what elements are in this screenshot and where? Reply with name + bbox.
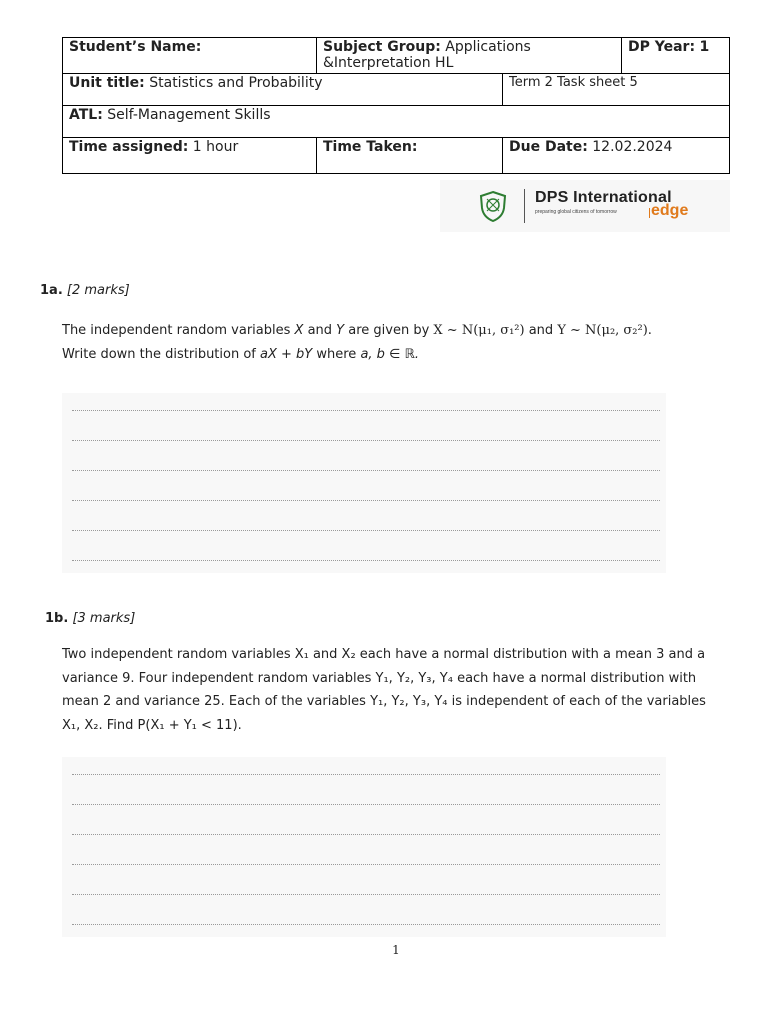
answer-line: [72, 530, 660, 531]
time-taken-cell: [317, 138, 503, 174]
time-taken-label: Time Taken:: [323, 139, 418, 155]
answer-line: [72, 440, 660, 441]
question-1b-text: Two independent random variables X₁ and X₂ each have a normal distribution with a mean 3 and a variance 9. Four independent random variables Y₁, Y₂, Y₃, Y₄ each have a normal distribution with mean 2 and variance 25. Each of the variables Y₁, Y₂, Y₃, Y₄ is independent of each of the variables X₁, X₂. Find P(X₁ + Y₁ < 11).: [62, 647, 706, 733]
answer-lines-1b[interactable]: [62, 757, 666, 937]
q1a-text-part: where: [312, 346, 361, 362]
logo-edge: edge: [651, 202, 689, 219]
q1a-domain: a, b ∈ ℝ.: [360, 346, 419, 362]
unit-title-value: Statistics and Probability: [149, 75, 323, 91]
answer-line: [72, 500, 660, 501]
subject-group-label: Subject Group:: [323, 39, 441, 55]
q1a-text-part: The independent random variables: [62, 323, 295, 338]
q1a-text-part: Write down the distribution of: [62, 346, 261, 362]
school-logo: [440, 180, 730, 232]
answer-line: [72, 834, 660, 835]
answer-line: [72, 924, 660, 925]
question-number: 1a.: [40, 283, 63, 298]
atl-label: ATL:: [69, 107, 103, 123]
due-date-value: 12.02.2024: [592, 139, 673, 155]
logo-brand: DPS International: [535, 189, 672, 206]
q1a-text-part: are given by: [344, 323, 434, 338]
logo-tagline: preparing global citizens of tomorrow: [535, 209, 617, 215]
student-name-cell: [63, 38, 317, 74]
answer-line: [72, 470, 660, 471]
page-number: 1: [392, 943, 400, 957]
due-date-cell: [503, 138, 730, 174]
q1a-var-x: X: [294, 323, 304, 338]
dp-year-value: 1: [699, 39, 710, 55]
task-sheet-label: Term 2 Task sheet 5: [509, 75, 638, 90]
question-marks: [3 marks]: [72, 611, 136, 626]
answer-line: [72, 560, 660, 561]
dp-year-label: DP Year:: [628, 39, 696, 55]
question-1a-text: [62, 319, 722, 366]
atl-value: Self-Management Skills: [107, 107, 271, 123]
time-assigned-label: Time assigned:: [69, 139, 189, 155]
logo-divider: [524, 189, 525, 223]
answer-line: [72, 894, 660, 895]
unit-title-label: Unit title:: [69, 75, 145, 91]
q1a-text-part: and: [524, 323, 558, 338]
answer-lines-1a[interactable]: [62, 393, 666, 573]
question-marks: [2 marks]: [66, 283, 130, 298]
task-sheet-cell: [503, 74, 730, 106]
unit-title-cell: [63, 74, 503, 106]
answer-line: [72, 864, 660, 865]
q1a-text-part: and: [303, 323, 337, 338]
question-1a-heading: [40, 283, 130, 298]
time-assigned-value: 1 hour: [192, 139, 239, 155]
due-date-label: Due Date:: [509, 139, 588, 155]
logo-accent-bar: [649, 208, 650, 218]
atl-cell: [63, 106, 730, 138]
answer-line: [72, 774, 660, 775]
q1a-dist-x: X ~ N(μ₁, σ₁²): [433, 323, 525, 338]
crest-icon: [478, 190, 508, 222]
q1a-dist-y: Y ~ N(μ₂, σ₂²).: [557, 323, 652, 338]
answer-line: [72, 804, 660, 805]
answer-line: [72, 410, 660, 411]
q1a-expression: aX + bY: [260, 346, 313, 362]
q1a-var-y: Y: [336, 323, 345, 338]
dp-year-cell: [622, 38, 730, 74]
header-table: [62, 37, 730, 174]
student-name-label: Student’s Name:: [69, 39, 202, 55]
question-1b-heading: [45, 611, 135, 626]
question-number: 1b.: [45, 611, 69, 626]
subject-group-cell: [317, 38, 622, 74]
subject-group-value: Applications &Interpretation HL: [323, 39, 531, 71]
time-assigned-cell: [63, 138, 317, 174]
